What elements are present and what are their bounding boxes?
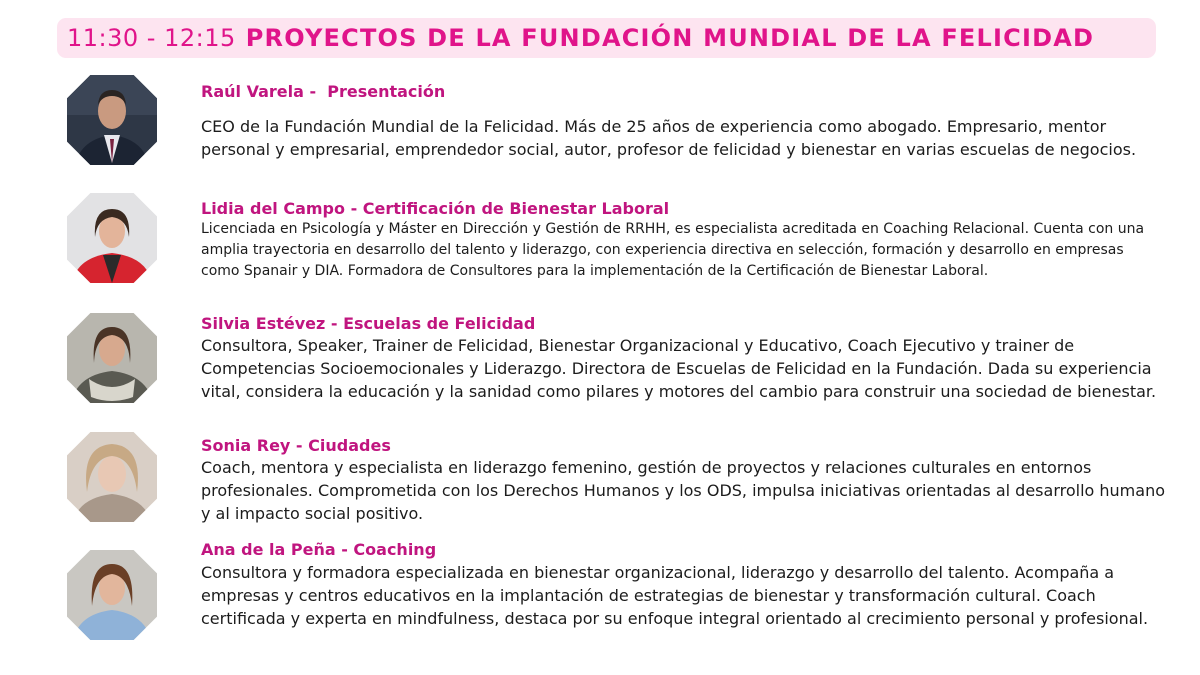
- session-title: PROYECTOS DE LA FUNDACIÓN MUNDIAL DE LA FELICIDAD: [245, 24, 1095, 52]
- speaker-name: Ana de la Peña - Coaching: [201, 540, 437, 559]
- speaker-name: Lidia del Campo - Certificación de Bienestar Laboral: [201, 199, 670, 218]
- speaker-photo-ana: [67, 550, 157, 640]
- speaker-photo-lidia: [67, 193, 157, 283]
- speaker-bio: Consultora, Speaker, Trainer de Felicidad, Bienestar Organizacional y Educativo, Coach Ejecutivo y trainer de Competencias Socioemocionales y Liderazgo. Directora de Escuelas de Felicidad en la Fundación. Dada su experiencia vital, considera la educación y la sanidad como pilares y motores del cambio para construir una sociedad de bienestar.: [201, 336, 1157, 401]
- speaker-photo-sonia: [67, 432, 157, 522]
- session-time: 11:30 - 12:15: [67, 24, 236, 52]
- speaker-bio: Licenciada en Psicología y Máster en Dirección y Gestión de RRHH, es especialista acreditada en Coaching Relacional. Cuenta con una amplia trayectoria en desarrollo del talento y liderazgo, con experiencia directiva en selección, formación y desarrollo en empresas como Spanair y DIA. Formadora de Consultores para la implementación de la Certificación de Bienestar Laboral.: [201, 221, 1145, 279]
- speaker-bio: Consultora y formadora especializada en bienestar organizacional, liderazgo y desarrollo del talento. Acompaña a empresas y centros educativos en la implantación de estrategias de bienestar y transformación cultural. Coach certificada y experta en mindfulness, destaca por su enfoque integral orientado al crecimiento personal y profesional.: [201, 563, 1149, 628]
- session-header: [57, 18, 1156, 58]
- speaker-photo-silvia: [67, 313, 157, 403]
- speaker-name: Raúl Varela - Presentación: [201, 82, 446, 101]
- speaker-photo-raul: [67, 75, 157, 165]
- speaker-name: Sonia Rey - Ciudades: [201, 436, 391, 455]
- speaker-bio: CEO de la Fundación Mundial de la Felicidad. Más de 25 años de experiencia como abogado. Empresario, mentor personal y empresarial, emprendedor social, autor, profesor de felicidad y bienestar en varias escuelas de negocios.: [201, 117, 1137, 159]
- speaker-name: Silvia Estévez - Escuelas de Felicidad: [201, 314, 536, 333]
- speaker-bio: Coach, mentora y especialista en liderazgo femenino, gestión de proyectos y relaciones culturales en entornos profesionales. Comprometida con los Derechos Humanos y los ODS, impulsa iniciativas orientadas al desarrollo humano y al impacto social positivo.: [201, 458, 1165, 523]
